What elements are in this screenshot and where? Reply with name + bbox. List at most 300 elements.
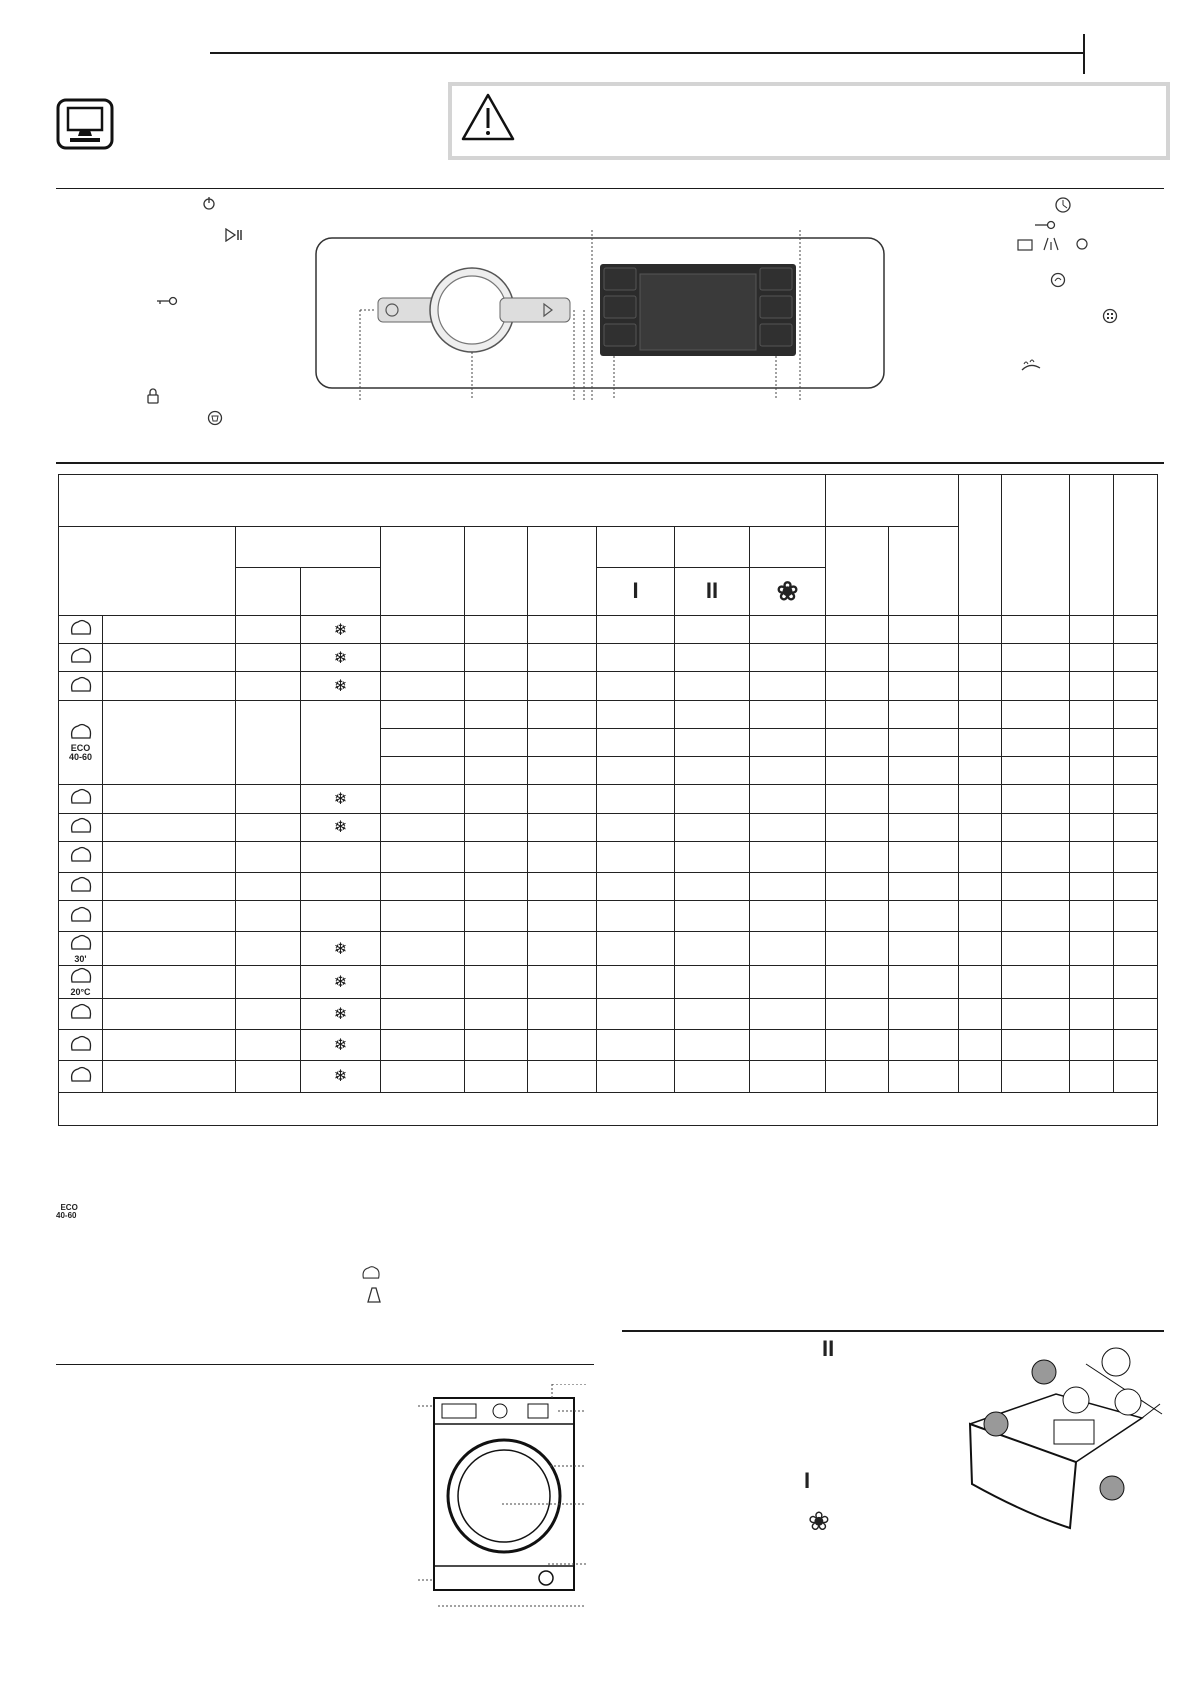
table-cell <box>826 785 889 813</box>
table-header-col15 <box>1070 475 1114 616</box>
cotton-ball-icon <box>68 675 94 697</box>
default-temp-cell <box>236 616 301 644</box>
table-cell <box>826 901 889 932</box>
table-cell <box>889 757 959 785</box>
table-header-c7 <box>528 527 597 616</box>
default-temp-cell <box>236 785 301 813</box>
programme-name-cell <box>103 616 236 644</box>
section-rule-1 <box>56 188 1164 189</box>
table-cell <box>597 841 675 872</box>
table-cell <box>465 644 528 672</box>
table-cell <box>1070 872 1114 900</box>
table-cell <box>959 644 1002 672</box>
table-cell <box>889 901 959 932</box>
table-cell <box>889 785 959 813</box>
cold-wash-icon: ❄ <box>333 678 348 696</box>
table-cell <box>959 965 1002 998</box>
programme-icon-cell <box>59 1030 103 1061</box>
table-cell <box>1070 785 1114 813</box>
table-cell <box>1002 700 1070 728</box>
programme-icon-cell <box>59 998 103 1029</box>
table-cell <box>1002 841 1070 872</box>
programme-name-cell <box>103 901 236 932</box>
table-cell <box>1070 757 1114 785</box>
programme-icon-cell <box>59 700 103 785</box>
table-cell <box>597 672 675 700</box>
table-cell <box>465 1061 528 1092</box>
table-cell <box>1002 998 1070 1029</box>
table-cell <box>381 998 465 1029</box>
table-cell <box>1002 965 1070 998</box>
table-cell <box>528 616 597 644</box>
table-cell <box>597 757 675 785</box>
cold-wash-icon: ❄ <box>333 1068 348 1086</box>
table-cell <box>1114 785 1158 813</box>
table-cell <box>597 998 675 1029</box>
table-row <box>59 700 1158 728</box>
table-cell <box>750 841 826 872</box>
programme-table <box>58 474 1158 1126</box>
table-cell <box>597 785 675 813</box>
table-cell <box>1070 901 1114 932</box>
table-cell <box>750 1030 826 1061</box>
table-cell <box>465 700 528 728</box>
table-row <box>59 813 1158 841</box>
table-cell <box>889 841 959 872</box>
table-cell <box>675 1061 750 1092</box>
table-cell <box>1002 901 1070 932</box>
table-row <box>59 1030 1158 1061</box>
table-cell <box>826 813 889 841</box>
programme-name-cell <box>103 841 236 872</box>
cold-wash-icon: ❄ <box>333 973 348 991</box>
table-cell <box>959 813 1002 841</box>
table-cell <box>1114 872 1158 900</box>
delay-start-icon <box>1054 196 1072 216</box>
table-cell <box>1114 672 1158 700</box>
spin-drain-icon <box>68 905 94 927</box>
table-cell <box>675 932 750 965</box>
table-cell <box>381 672 465 700</box>
table-cell <box>465 785 528 813</box>
cold-wash-icon: ❄ <box>333 649 348 667</box>
table-cell <box>959 1061 1002 1092</box>
table-cell <box>675 813 750 841</box>
section-rule-2 <box>56 462 1164 464</box>
table-cell <box>750 700 826 728</box>
eco-40-60-icon: ECO 40-60 <box>68 722 94 762</box>
table-cell <box>597 1061 675 1092</box>
table-cell <box>381 841 465 872</box>
table-cell <box>675 700 750 728</box>
temp-range-cell <box>301 998 381 1029</box>
table-cell <box>826 757 889 785</box>
table-cell <box>1002 813 1070 841</box>
table-cell <box>675 728 750 756</box>
table-cell <box>465 965 528 998</box>
table-header-c5 <box>381 527 465 616</box>
programme-icon-cell <box>59 644 103 672</box>
table-cell <box>750 672 826 700</box>
table-cell <box>381 728 465 756</box>
default-temp-cell <box>236 672 301 700</box>
table-cell <box>675 901 750 932</box>
temp-range-cell <box>301 813 381 841</box>
table-cell <box>959 785 1002 813</box>
table-cell <box>750 813 826 841</box>
table-cell <box>1114 616 1158 644</box>
silk-icon <box>68 1065 94 1087</box>
table-cell <box>1070 728 1114 756</box>
table-cell <box>889 872 959 900</box>
table-cell <box>675 998 750 1029</box>
temp-range-cell <box>301 965 381 998</box>
cold-wash-icon: ❄ <box>333 940 348 958</box>
section-rule-3 <box>56 1364 594 1365</box>
control-panel-diagram <box>314 228 886 402</box>
table-cell <box>1070 616 1114 644</box>
softener-badge: ❀ <box>808 1506 830 1536</box>
table-header-temperature <box>236 527 381 567</box>
stain-icon <box>68 845 94 867</box>
table-cell <box>826 1061 889 1092</box>
table-cell <box>1070 998 1114 1029</box>
table-cell <box>750 785 826 813</box>
table-cell <box>750 644 826 672</box>
table-cell <box>959 932 1002 965</box>
table-cell <box>1002 1061 1070 1092</box>
table-cell <box>465 1030 528 1061</box>
table-cell <box>381 932 465 965</box>
table-cell <box>597 813 675 841</box>
table-header-c9 <box>675 527 750 567</box>
table-cell <box>381 616 465 644</box>
shirt-dots-icon <box>68 787 94 809</box>
table-row <box>59 616 1158 644</box>
clean-icon <box>1050 272 1066 290</box>
table-cell <box>597 901 675 932</box>
table-cell <box>1002 932 1070 965</box>
cotton-icon <box>68 618 94 640</box>
towel-icon <box>68 816 94 838</box>
compartment-I-badge: I <box>804 1468 811 1493</box>
table-cell <box>1002 785 1070 813</box>
grid-icon <box>1102 308 1118 326</box>
table-cell <box>1114 901 1158 932</box>
table-cell <box>675 644 750 672</box>
table-cell <box>597 932 675 965</box>
table-cell <box>889 932 959 965</box>
table-cell <box>1070 672 1114 700</box>
silk-note-icon <box>364 1286 384 1309</box>
cold-wash-icon: ❄ <box>333 819 348 837</box>
table-cell <box>826 672 889 700</box>
table-cell <box>750 932 826 965</box>
table-cell <box>597 965 675 998</box>
table-cell <box>1002 1030 1070 1061</box>
temp-range-cell <box>301 841 381 872</box>
table-cell <box>381 965 465 998</box>
table-cell <box>889 728 959 756</box>
table-cell <box>1114 813 1158 841</box>
table-cell <box>675 757 750 785</box>
table-cell <box>1002 728 1070 756</box>
table-cell <box>959 872 1002 900</box>
table-cell <box>1002 872 1070 900</box>
table-cell <box>465 872 528 900</box>
table-cell <box>959 616 1002 644</box>
table-cell <box>465 672 528 700</box>
power-icon <box>202 196 216 212</box>
table-cell <box>889 1030 959 1061</box>
table-cell <box>381 644 465 672</box>
table-cell <box>528 672 597 700</box>
temp-range-cell <box>301 901 381 932</box>
temp-range-cell <box>301 785 381 813</box>
top-rule-tick <box>1083 34 1085 74</box>
table-cell <box>597 728 675 756</box>
table-cell <box>381 813 465 841</box>
table-cell <box>826 1030 889 1061</box>
table-cell <box>381 757 465 785</box>
temp-range-cell <box>301 1061 381 1092</box>
table-cell <box>465 901 528 932</box>
programme-name-cell <box>103 932 236 965</box>
monitor-icon <box>56 98 114 150</box>
table-cell <box>1070 813 1114 841</box>
cotton-20-icon: 20°C <box>68 966 94 997</box>
table-cell <box>826 998 889 1029</box>
table-cell <box>1070 644 1114 672</box>
table-cell <box>528 998 597 1029</box>
table-cell <box>1114 700 1158 728</box>
table-cell <box>959 700 1002 728</box>
table-cell <box>381 901 465 932</box>
table-cell <box>675 872 750 900</box>
warning-triangle-icon <box>460 92 516 147</box>
table-header-c11 <box>826 527 889 616</box>
table-cell <box>826 700 889 728</box>
wool-icon <box>68 1002 94 1024</box>
table-header-programmes <box>59 475 826 527</box>
table-row <box>59 1061 1158 1092</box>
table-cell <box>889 616 959 644</box>
default-temp-cell <box>236 901 301 932</box>
table-cell <box>1070 1030 1114 1061</box>
table-cell <box>528 757 597 785</box>
default-temp-cell <box>236 965 301 998</box>
table-cell <box>959 728 1002 756</box>
table-header-c10 <box>750 527 826 567</box>
detergent-drawer-diagram <box>966 1344 1164 1534</box>
table-cell <box>1114 965 1158 998</box>
programme-name-cell <box>103 672 236 700</box>
table-cell <box>597 616 675 644</box>
table-cell <box>528 700 597 728</box>
table-cell <box>826 872 889 900</box>
table-cell <box>959 841 1002 872</box>
table-cell <box>528 841 597 872</box>
table-cell <box>597 1030 675 1061</box>
table-header-col16 <box>1114 475 1158 616</box>
table-cell <box>528 965 597 998</box>
programme-icon-cell <box>59 813 103 841</box>
table-cell <box>1070 932 1114 965</box>
temp-range-cell <box>301 616 381 644</box>
table-cell <box>597 644 675 672</box>
table-cell <box>465 998 528 1029</box>
default-temp-cell <box>236 998 301 1029</box>
table-row <box>59 672 1158 700</box>
table-row <box>59 841 1158 872</box>
table-cell <box>528 872 597 900</box>
default-temp-cell <box>236 841 301 872</box>
default-temp-cell <box>236 644 301 672</box>
programme-name-cell <box>103 965 236 998</box>
table-cell <box>750 965 826 998</box>
steam-iron-icon <box>1020 358 1042 376</box>
table-cell <box>528 813 597 841</box>
temp-range-cell <box>301 672 381 700</box>
table-cell <box>597 872 675 900</box>
table-row <box>59 872 1158 900</box>
table-cell <box>1114 757 1158 785</box>
table-header-programme <box>59 527 236 616</box>
table-cell <box>750 757 826 785</box>
shirt-icon <box>68 646 94 668</box>
programme-icon-cell <box>59 785 103 813</box>
eco-label: ECO 40-60 <box>56 1203 78 1220</box>
table-cell <box>528 1061 597 1092</box>
table-cell <box>959 672 1002 700</box>
table-cell <box>528 932 597 965</box>
default-temp-cell <box>236 932 301 965</box>
table-cell <box>675 841 750 872</box>
table-row <box>59 932 1158 965</box>
table-cell <box>889 672 959 700</box>
washing-machine-diagram <box>418 1384 588 1608</box>
temp-range-cell <box>301 644 381 672</box>
table-header-col14 <box>1002 475 1070 616</box>
table-cell <box>675 672 750 700</box>
table-cell <box>889 700 959 728</box>
table-cell <box>675 965 750 998</box>
table-cell <box>750 616 826 644</box>
start-pause-icon <box>224 228 244 244</box>
table-cell <box>1114 841 1158 872</box>
table-row <box>59 998 1158 1029</box>
table-header-c12 <box>889 527 959 616</box>
table-cell <box>1114 998 1158 1029</box>
table-cell <box>889 644 959 672</box>
top-rule <box>210 52 1084 54</box>
table-cell <box>889 813 959 841</box>
temp-range-cell <box>301 872 381 900</box>
programme-name-cell <box>103 644 236 672</box>
table-cell <box>889 1061 959 1092</box>
table-cell <box>1114 644 1158 672</box>
key-small-icon <box>1034 218 1056 232</box>
table-cell <box>465 616 528 644</box>
temp-range-cell <box>301 700 381 785</box>
programme-name-cell <box>103 1030 236 1061</box>
compartment-II-header: II <box>675 567 750 615</box>
table-cell <box>1002 616 1070 644</box>
default-temp-cell <box>236 1061 301 1092</box>
cold-wash-icon: ❄ <box>333 1037 348 1055</box>
table-cell <box>1114 932 1158 965</box>
table-cell <box>1070 841 1114 872</box>
table-cell <box>750 998 826 1029</box>
table-cell <box>750 728 826 756</box>
default-temp-cell <box>236 1030 301 1061</box>
table-row <box>59 644 1158 672</box>
table-footnote-row <box>59 1092 1158 1125</box>
programme-icon-cell <box>59 672 103 700</box>
compartment-I-header: I <box>597 567 675 615</box>
table-cell <box>750 872 826 900</box>
cotton-note-icon <box>360 1264 382 1287</box>
table-cell <box>381 872 465 900</box>
table-cell <box>1070 1061 1114 1092</box>
cold-wash-icon: ❄ <box>333 1005 348 1023</box>
table-cell <box>381 785 465 813</box>
table-cell <box>1114 1030 1158 1061</box>
table-cell <box>381 700 465 728</box>
programme-icon-cell <box>59 932 103 965</box>
table-cell <box>1002 672 1070 700</box>
default-temp-cell <box>236 700 301 785</box>
table-row <box>59 965 1158 998</box>
table-row <box>59 785 1158 813</box>
default-temp-cell <box>236 872 301 900</box>
programme-icon-cell <box>59 965 103 998</box>
temp-range-cell <box>301 1030 381 1061</box>
rinse-hold-icon <box>206 410 224 428</box>
table-cell <box>528 785 597 813</box>
table-header-range <box>301 567 381 615</box>
table-cell <box>381 1061 465 1092</box>
programme-name-cell <box>103 998 236 1029</box>
table-cell <box>465 813 528 841</box>
rapid-30-icon: 30' <box>68 933 94 964</box>
table-cell <box>959 998 1002 1029</box>
programme-icon-cell <box>59 872 103 900</box>
table-cell <box>381 1030 465 1061</box>
compartment-II-title-badge: II <box>822 1336 835 1361</box>
table-cell <box>750 1061 826 1092</box>
table-header-c6 <box>465 527 528 616</box>
programme-icon-cell <box>59 616 103 644</box>
table-cell <box>826 932 889 965</box>
programme-icon-cell <box>59 1061 103 1092</box>
table-cell <box>465 932 528 965</box>
programme-icon-cell <box>59 841 103 872</box>
table-cell <box>826 616 889 644</box>
table-cell <box>750 901 826 932</box>
table-cell <box>675 785 750 813</box>
table-cell <box>465 757 528 785</box>
default-temp-cell <box>236 813 301 841</box>
programme-name-cell <box>103 872 236 900</box>
table-header-default-temp <box>236 567 301 615</box>
table-header-group2 <box>826 475 959 527</box>
table-cell <box>959 901 1002 932</box>
table-footnote-cell <box>59 1092 1158 1125</box>
table-cell <box>528 1030 597 1061</box>
table-cell <box>826 841 889 872</box>
table-header-col13 <box>959 475 1002 616</box>
